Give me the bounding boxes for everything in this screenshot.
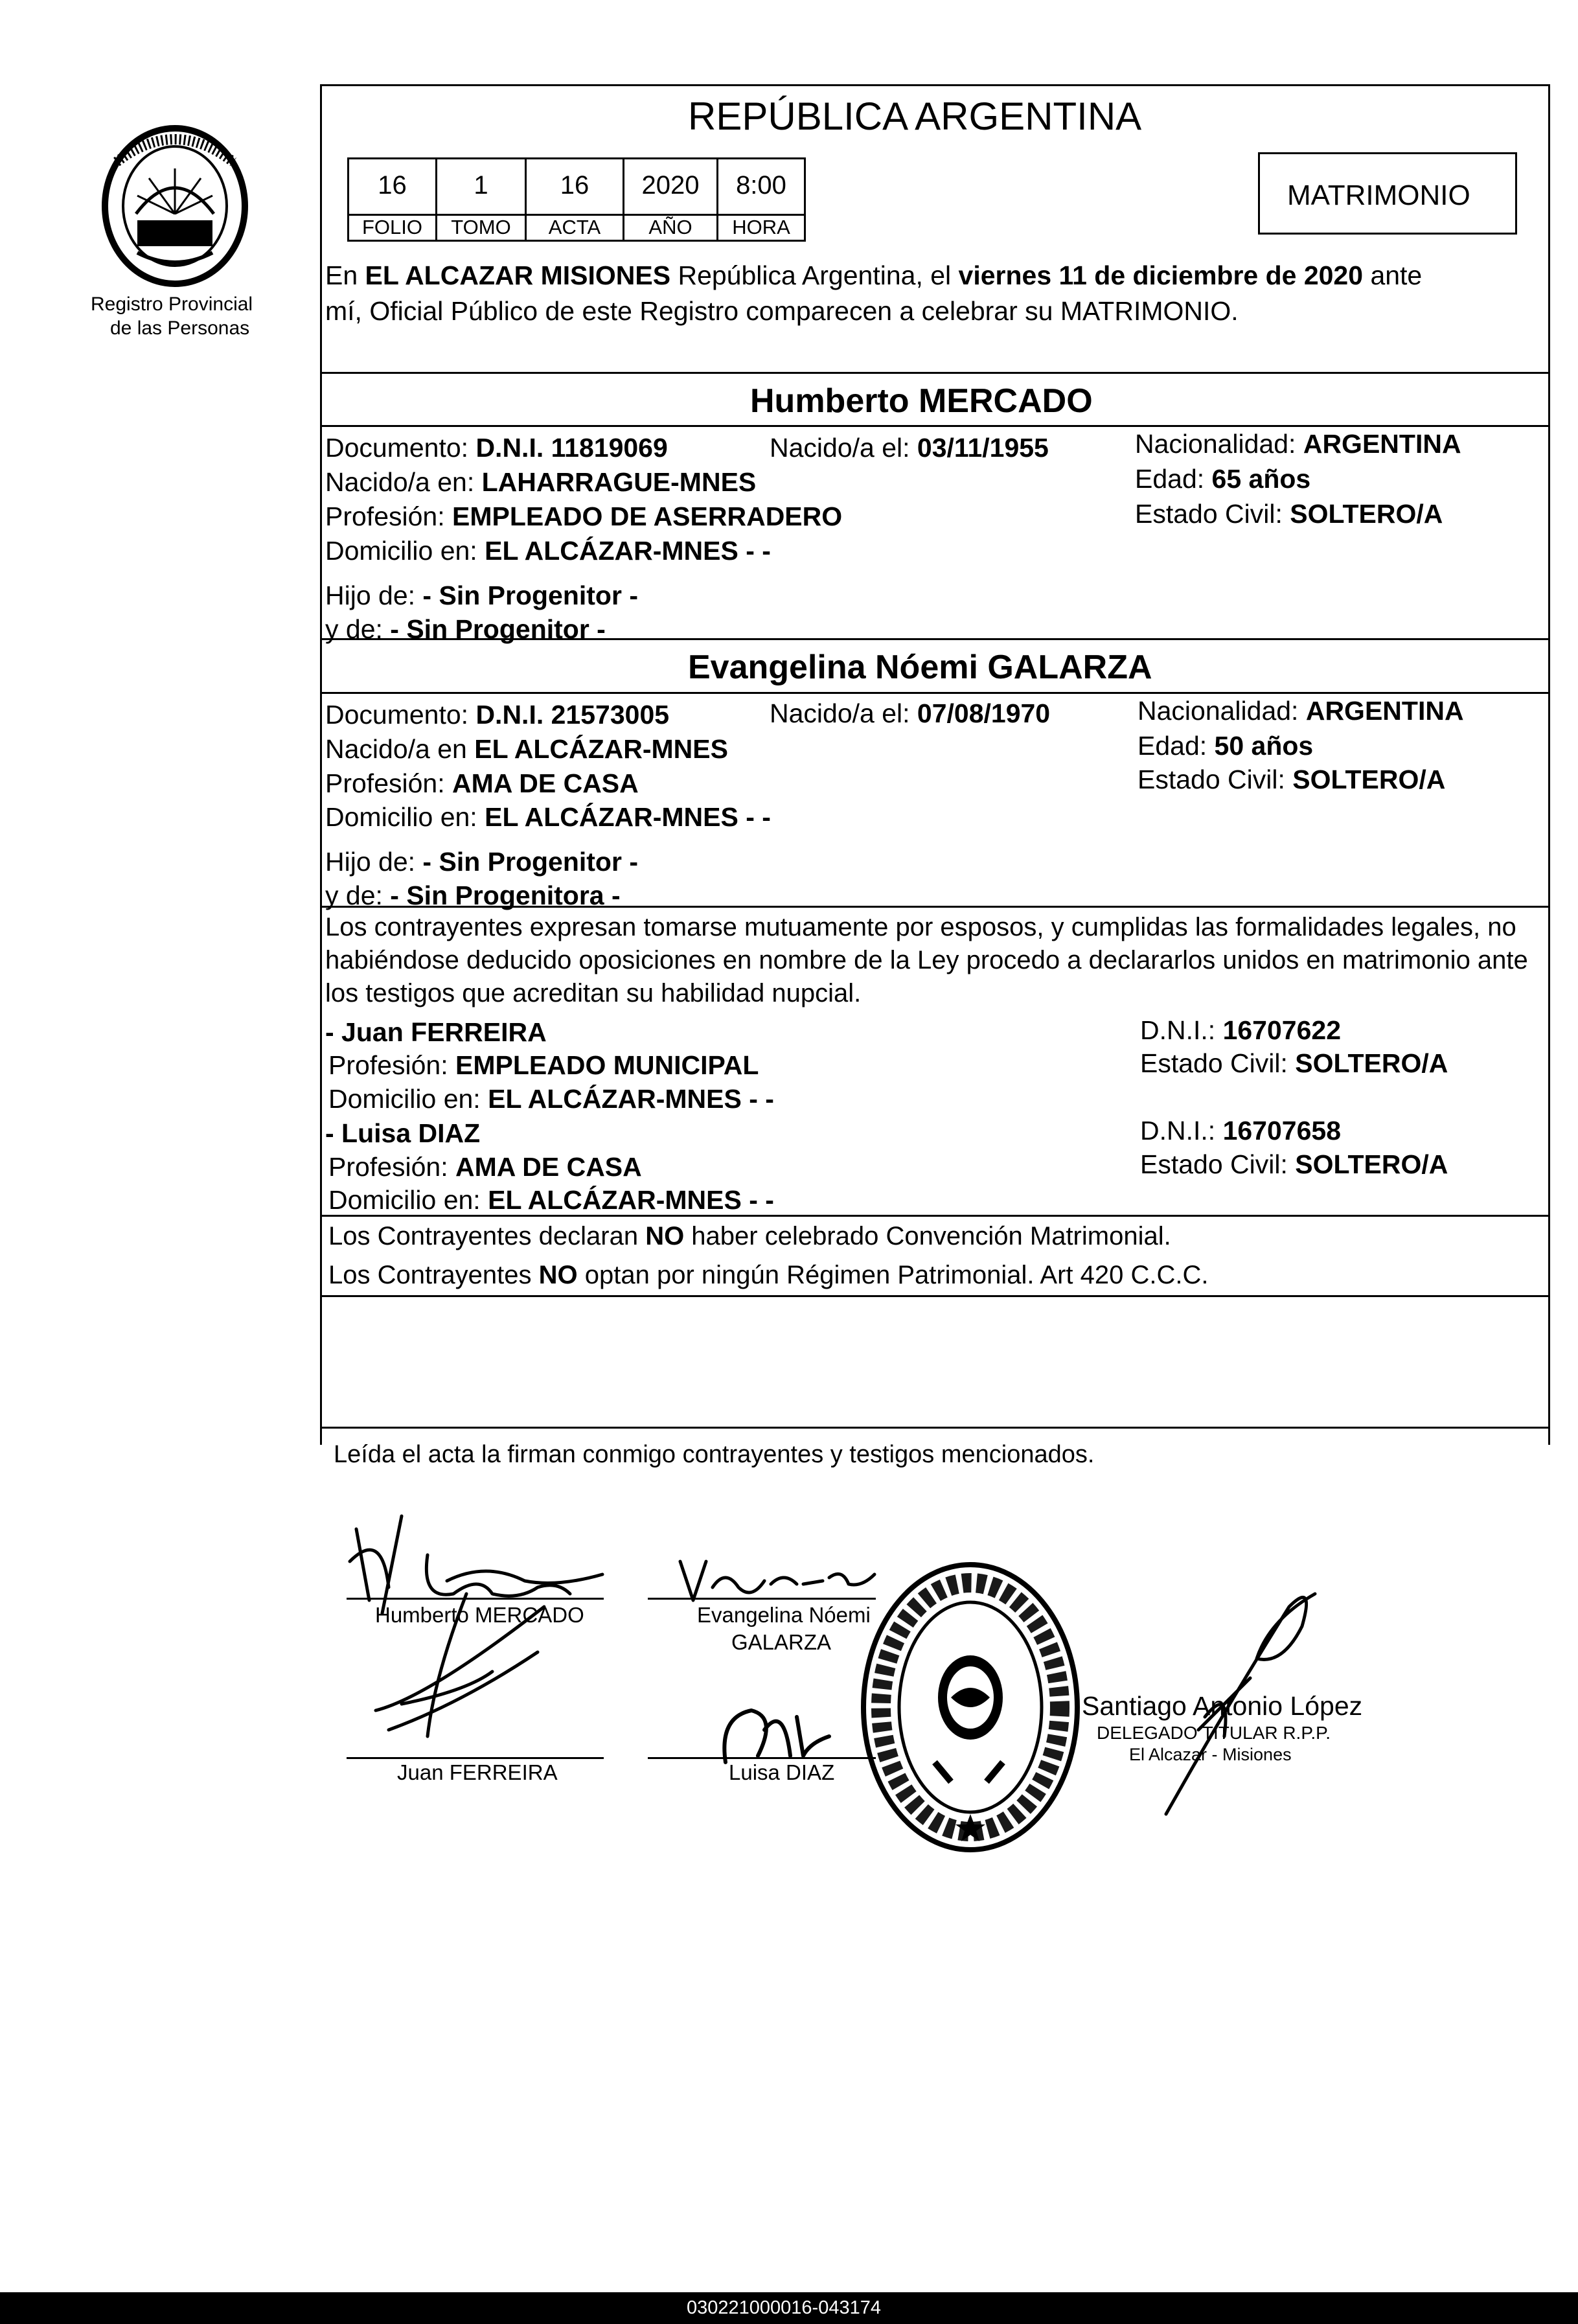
- witness1-profession: Profesión: EMPLEADO MUNICIPAL: [328, 1050, 759, 1080]
- divider-spouse2-name: [320, 692, 1550, 694]
- divider-closing: [320, 1427, 1550, 1429]
- record-acta-value: 16: [525, 157, 624, 216]
- footer-barcode-bar: [0, 2292, 1578, 2324]
- provincial-seal-logo: [97, 123, 253, 292]
- record-anio-value: 2020: [623, 157, 718, 216]
- witness2-dni: D.N.I.: 16707658: [1140, 1116, 1341, 1145]
- spouse1-age: Edad: 65 años: [1135, 464, 1311, 494]
- spouse2-civil-status: Estado Civil: SOLTERO/A: [1138, 765, 1446, 794]
- record-tomo-label: TOMO: [435, 216, 527, 242]
- record-folio-value: 16: [347, 157, 437, 216]
- spouse1-nationality: Nacionalidad: ARGENTINA: [1135, 429, 1461, 459]
- country-title: REPÚBLICA ARGENTINA: [688, 95, 1142, 138]
- sig-caption-spouse2-l2: GALARZA: [731, 1630, 832, 1654]
- closing-statement: Leída el acta la firman conmigo contrayentes y testigos mencionados.: [334, 1441, 1095, 1468]
- witness1-dni: D.N.I.: 16707622: [1140, 1015, 1341, 1045]
- spouse2-parent2: y de: - Sin Progenitora -: [325, 880, 621, 910]
- regime-line2: Los Contrayentes NO optan por ningún Régimen Patrimonial. Art 420 C.C.C.: [328, 1261, 1209, 1289]
- divider-spouse1: [320, 372, 1550, 374]
- spouse2-parent1: Hijo de: - Sin Progenitor -: [325, 847, 638, 877]
- divider-spouse1-name: [320, 425, 1550, 427]
- record-folio-label: FOLIO: [347, 216, 437, 242]
- official-location: El Alcazar - Misiones: [1129, 1745, 1292, 1764]
- regime-line1: Los Contrayentes declaran NO haber celebrado Convención Matrimonial.: [328, 1222, 1171, 1250]
- spouse1-address: Domicilio en: EL ALCÁZAR-MNES - -: [325, 536, 771, 566]
- witness2-address: Domicilio en: EL ALCÁZAR-MNES - -: [328, 1185, 774, 1215]
- record-anio-label: AÑO: [623, 216, 718, 242]
- frame-right-border: [1548, 84, 1550, 1445]
- official-title: DELEGADO TITULAR R.P.P.: [1097, 1723, 1331, 1743]
- spouse2-name: Evangelina Nóemi GALARZA: [688, 649, 1152, 686]
- spouse1-parent2: y de: - Sin Progenitor -: [325, 614, 606, 644]
- spouse1-civil-status: Estado Civil: SOLTERO/A: [1135, 499, 1443, 529]
- frame-top-border: [320, 84, 1550, 86]
- spouse2-birthplace: Nacido/a en EL ALCÁZAR-MNES: [325, 734, 728, 764]
- declaration-line2: habiéndose deducido oposiciones en nombre de la Ley procedo a declararlos unidos en matrimonio ante: [325, 946, 1528, 974]
- frame-left-border: [320, 84, 322, 1445]
- witness2-profession: Profesión: AMA DE CASA: [328, 1152, 642, 1182]
- divider-empty: [320, 1295, 1550, 1297]
- spouse1-profession: Profesión: EMPLEADO DE ASERRADERO: [325, 501, 843, 531]
- sig-caption-witness2: Luisa DIAZ: [729, 1760, 835, 1784]
- registry-stamp: [854, 1555, 1087, 1859]
- official-name: Santiago Antonio López: [1082, 1691, 1363, 1721]
- record-hora-label: HORA: [716, 216, 806, 242]
- witness1-civil-status: Estado Civil: SOLTERO/A: [1140, 1048, 1448, 1078]
- record-hora-value: 8:00: [716, 157, 806, 216]
- doc-type-label: MATRIMONIO: [1287, 179, 1470, 211]
- witness1-address: Domicilio en: EL ALCÁZAR-MNES - -: [328, 1084, 774, 1114]
- sig-caption-spouse2-l1: Evangelina Nóemi: [697, 1603, 871, 1627]
- intro-line2: mí, Oficial Público de este Registro comparecen a celebrar su MATRIMONIO.: [325, 296, 1239, 326]
- record-tomo-value: 1: [435, 157, 527, 216]
- spouse1-birthplace: Nacido/a en: LAHARRAGUE-MNES: [325, 467, 757, 497]
- witness2-name: - Luisa DIAZ: [325, 1118, 481, 1148]
- spouse1-document: Documento: D.N.I. 11819069: [325, 433, 668, 463]
- spouse2-nationality: Nacionalidad: ARGENTINA: [1138, 696, 1464, 726]
- spouse2-birthdate: Nacido/a el: 07/08/1970: [770, 698, 1051, 728]
- sig-caption-spouse1: Humberto MERCADO: [375, 1603, 584, 1627]
- spouse2-address: Domicilio en: EL ALCÁZAR-MNES - -: [325, 802, 771, 832]
- spouse2-document: Documento: D.N.I. 21573005: [325, 700, 670, 730]
- spouse1-parent1: Hijo de: - Sin Progenitor -: [325, 581, 638, 610]
- witness1-name: - Juan FERREIRA: [325, 1017, 547, 1047]
- divider-regime: [320, 1215, 1550, 1217]
- signature-line-witness1: [347, 1757, 604, 1759]
- spouse1-birthdate: Nacido/a el: 03/11/1955: [770, 433, 1049, 463]
- footer-barcode-number: 030221000016-043174: [687, 2297, 881, 2318]
- intro-line1: En EL ALCAZAR MISIONES República Argentina, el viernes 11 de diciembre de 2020 ante: [325, 260, 1423, 290]
- doc-type-box: [1258, 152, 1517, 235]
- declaration-line3: los testigos que acreditan su habilidad nupcial.: [325, 979, 862, 1007]
- coat-of-arms-icon: [97, 123, 253, 292]
- spouse1-name: Humberto MERCADO: [750, 382, 1093, 420]
- witness2-civil-status: Estado Civil: SOLTERO/A: [1140, 1149, 1448, 1179]
- sig-caption-witness1: Juan FERREIRA: [397, 1760, 558, 1784]
- logo-caption-line1: Registro Provincial: [91, 293, 253, 315]
- spouse2-profession: Profesión: AMA DE CASA: [325, 768, 639, 798]
- registry-stamp-icon: [854, 1555, 1087, 1859]
- record-acta-label: ACTA: [525, 216, 624, 242]
- logo-caption-line2: de las Personas: [110, 317, 250, 339]
- spouse2-age: Edad: 50 años: [1138, 731, 1314, 761]
- declaration-line1: Los contrayentes expresan tomarse mutuamente por esposos, y cumplidas las formalidades legales, no: [325, 913, 1516, 941]
